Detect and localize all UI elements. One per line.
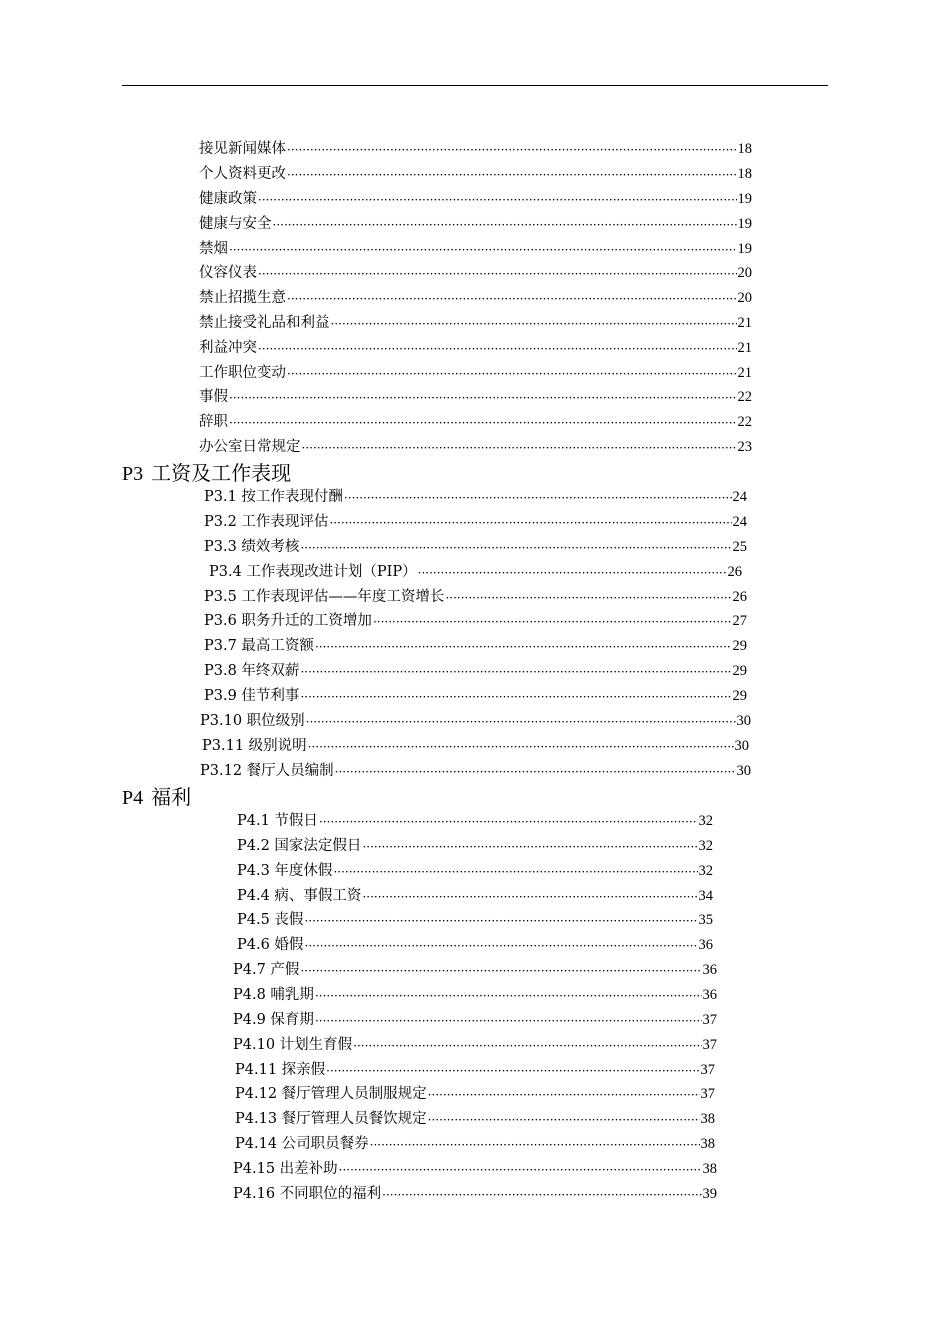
toc-entry-label: P4.11 探亲假 xyxy=(235,1062,326,1078)
toc-entry-label: 个人资料更改 xyxy=(199,166,286,182)
dot-leader xyxy=(319,812,698,832)
toc-entry[interactable] xyxy=(199,312,752,334)
toc-entry[interactable] xyxy=(199,163,752,185)
toc-entry-page: 26 xyxy=(732,589,747,605)
toc-entry-page: 29 xyxy=(732,663,747,679)
toc-entry[interactable] xyxy=(235,1059,715,1081)
dot-leader xyxy=(315,986,702,1006)
toc-entry-label: P4.15 出差补助 xyxy=(233,1161,338,1177)
toc-entry-page: 37 xyxy=(700,1062,715,1078)
toc-entry-page: 38 xyxy=(700,1111,715,1127)
section-heading-p3[interactable] xyxy=(122,460,291,487)
toc-entry-label: P3.7 最高工资额 xyxy=(204,638,314,654)
dot-leader xyxy=(362,887,697,907)
toc-entry-label: P3.12 餐厅人员编制 xyxy=(200,763,334,779)
toc-entry-page: 32 xyxy=(698,838,713,854)
toc-entry-label: 辞职 xyxy=(199,414,228,430)
toc-entry-page: 30 xyxy=(736,763,751,779)
toc-entry[interactable] xyxy=(237,885,713,907)
toc-entry-label: P4.14 公司职员餐券 xyxy=(235,1136,369,1152)
toc-entry[interactable] xyxy=(199,138,752,160)
toc-entry[interactable] xyxy=(204,610,747,632)
toc-entry-page: 37 xyxy=(700,1086,715,1102)
toc-entry-label: 健康与安全 xyxy=(199,216,272,232)
section-title: 福利 xyxy=(151,785,192,809)
dot-leader xyxy=(315,637,732,657)
toc-entry-page: 37 xyxy=(702,1037,717,1053)
section-title: 工资及工作表现 xyxy=(151,461,292,485)
toc-entry-page: 35 xyxy=(698,912,713,928)
toc-entry-page: 20 xyxy=(737,265,752,281)
dot-leader xyxy=(428,1085,700,1105)
dot-leader xyxy=(370,1135,700,1155)
toc-entry[interactable] xyxy=(204,685,747,707)
toc-entry-label: P4.5 丧假 xyxy=(237,912,304,928)
toc-entry-label: 工作职位变动 xyxy=(199,365,286,381)
toc-entry-label: 禁止招揽生意 xyxy=(199,290,286,306)
toc-entry-page: 39 xyxy=(702,1186,717,1202)
dot-leader xyxy=(273,215,737,235)
toc-entry-page: 32 xyxy=(698,863,713,879)
toc-entry-page: 24 xyxy=(732,489,747,505)
dot-leader xyxy=(229,413,737,433)
dot-leader xyxy=(353,1036,701,1056)
toc-entry[interactable] xyxy=(237,810,713,832)
toc-entry-page: 25 xyxy=(732,539,747,555)
toc-entry-label: P4.12 餐厅管理人员制服规定 xyxy=(235,1086,427,1102)
toc-entry-label: P4.9 保育期 xyxy=(233,1012,314,1028)
toc-entry[interactable] xyxy=(199,287,752,309)
toc-entry-page: 24 xyxy=(732,514,747,530)
dot-leader xyxy=(445,588,731,608)
dot-leader xyxy=(326,1061,699,1081)
toc-entry-label: 健康政策 xyxy=(199,191,257,207)
toc-entry[interactable] xyxy=(200,710,751,732)
toc-entry-label: 接见新闻媒体 xyxy=(199,141,286,157)
toc-entry-label: 禁止接受礼品和利益 xyxy=(199,315,330,331)
toc-entry-page: 18 xyxy=(737,166,752,182)
toc-entry[interactable] xyxy=(204,536,747,558)
toc-entry[interactable] xyxy=(199,188,752,210)
dot-leader xyxy=(339,1160,702,1180)
toc-entry-label: 利益冲突 xyxy=(199,340,257,356)
dot-leader xyxy=(315,1011,702,1031)
dot-leader xyxy=(331,314,737,334)
section-number: P4 xyxy=(122,787,144,809)
toc-entry-page: 38 xyxy=(700,1136,715,1152)
toc-entry-page: 19 xyxy=(737,241,752,257)
dot-leader xyxy=(300,662,731,682)
dot-leader xyxy=(428,1110,700,1130)
dot-leader xyxy=(335,762,736,782)
toc-entry[interactable] xyxy=(237,835,713,857)
section-heading-p4[interactable] xyxy=(122,784,191,811)
toc-entry-page: 27 xyxy=(732,613,747,629)
toc-entry-page: 36 xyxy=(698,937,713,953)
toc-entry-page: 36 xyxy=(702,962,717,978)
toc-entry[interactable] xyxy=(237,909,713,931)
dot-leader xyxy=(306,712,736,732)
toc-entry[interactable] xyxy=(199,411,752,433)
toc-entry[interactable] xyxy=(204,511,747,533)
toc-entry-page: 34 xyxy=(698,888,713,904)
toc-entry[interactable] xyxy=(200,760,751,782)
dot-leader xyxy=(333,862,697,882)
dot-leader xyxy=(300,961,701,981)
dot-leader xyxy=(258,339,737,359)
toc-entry-page: 21 xyxy=(737,365,752,381)
toc-entry-label: 仪容仪表 xyxy=(199,265,257,281)
toc-entry-page: 21 xyxy=(737,340,752,356)
toc-entry[interactable] xyxy=(199,213,752,235)
toc-entry-label: 事假 xyxy=(199,389,228,405)
toc-entry[interactable] xyxy=(204,635,747,657)
toc-entry-label: P3.3 绩效考核 xyxy=(204,539,300,555)
toc-entry-page: 19 xyxy=(737,191,752,207)
toc-entry-page: 32 xyxy=(698,813,713,829)
toc-entry-label: 禁烟 xyxy=(199,241,228,257)
toc-entry[interactable] xyxy=(204,586,747,608)
dot-leader xyxy=(344,488,732,508)
toc-entry[interactable] xyxy=(199,238,752,260)
toc-entry-label: 办公室日常规定 xyxy=(199,439,301,455)
dot-leader xyxy=(362,837,697,857)
toc-entry-page: 18 xyxy=(737,141,752,157)
dot-leader xyxy=(300,538,731,558)
toc-entry[interactable] xyxy=(199,436,752,458)
toc-entry-label: P3.4 工作表现改进计划（PIP） xyxy=(209,564,417,580)
toc-entry-page: 29 xyxy=(732,638,747,654)
toc-entry-label: P4.10 计划生育假 xyxy=(233,1037,353,1053)
toc-entry[interactable] xyxy=(199,362,752,384)
toc-entry[interactable] xyxy=(199,337,752,359)
toc-entry[interactable] xyxy=(204,660,747,682)
toc-entry[interactable] xyxy=(233,1009,717,1031)
toc-entry[interactable] xyxy=(202,735,749,757)
toc-entry-page: 23 xyxy=(737,439,752,455)
toc-entry[interactable] xyxy=(199,262,752,284)
toc-entry-label: P4.13 餐厅管理人员餐饮规定 xyxy=(235,1111,427,1127)
toc-entry[interactable] xyxy=(209,561,742,583)
dot-leader xyxy=(229,388,737,408)
toc-entry-label: P4.2 国家法定假日 xyxy=(237,838,362,854)
dot-leader xyxy=(229,240,737,260)
toc-entry[interactable] xyxy=(233,1183,717,1205)
dot-leader xyxy=(300,687,731,707)
toc-entry-label: P3.9 佳节利事 xyxy=(204,688,300,704)
toc-entry[interactable] xyxy=(233,984,717,1006)
toc-entry-page: 19 xyxy=(737,216,752,232)
toc-entry-label: P3.6 职务升迁的工资增加 xyxy=(204,613,372,629)
toc-entry-label: P4.4 病、事假工资 xyxy=(237,888,362,904)
toc-entry-page: 29 xyxy=(732,688,747,704)
toc-entry-page: 22 xyxy=(737,414,752,430)
toc-entry-label: P3.10 职位级别 xyxy=(200,713,305,729)
dot-leader xyxy=(304,911,697,931)
dot-leader xyxy=(287,289,737,309)
toc-entry[interactable] xyxy=(235,1133,715,1155)
toc-entry[interactable] xyxy=(233,959,717,981)
toc-entry-label: P4.16 不同职位的福利 xyxy=(233,1186,382,1202)
toc-entry-label: P4.6 婚假 xyxy=(237,937,304,953)
toc-entry-page: 30 xyxy=(736,713,751,729)
toc-entry[interactable] xyxy=(204,486,747,508)
toc-entry-page: 36 xyxy=(702,987,717,1003)
toc-entry[interactable] xyxy=(237,860,713,882)
header-rule xyxy=(122,85,828,86)
dot-leader xyxy=(287,364,737,384)
toc-entry[interactable] xyxy=(199,386,752,408)
dot-leader xyxy=(329,513,731,533)
dot-leader xyxy=(287,140,737,160)
toc-entry-label: P3.8 年终双薪 xyxy=(204,663,300,679)
dot-leader xyxy=(373,612,732,632)
toc-entry[interactable] xyxy=(237,934,713,956)
dot-leader xyxy=(258,264,737,284)
dot-leader xyxy=(302,438,737,458)
dot-leader xyxy=(382,1185,701,1205)
dot-leader xyxy=(287,165,737,185)
toc-entry-page: 37 xyxy=(702,1012,717,1028)
dot-leader xyxy=(304,936,697,956)
dot-leader xyxy=(258,190,737,210)
toc-entry-page: 22 xyxy=(737,389,752,405)
toc-entry-label: P3.5 工作表现评估——年度工资增长 xyxy=(204,589,445,605)
section-number: P3 xyxy=(122,463,144,485)
toc-entry-label: P3.2 工作表现评估 xyxy=(204,514,329,530)
dot-leader xyxy=(418,563,727,583)
toc-entry[interactable] xyxy=(233,1158,717,1180)
dot-leader xyxy=(308,737,734,757)
toc-entry-label: P3.1 按工作表现付酬 xyxy=(204,489,343,505)
toc-entry-label: P3.11 级别说明 xyxy=(202,738,307,754)
toc-entry[interactable] xyxy=(235,1083,715,1105)
toc-entry-page: 20 xyxy=(737,290,752,306)
toc-entry-label: P4.8 哺乳期 xyxy=(233,987,314,1003)
toc-entry-page: 38 xyxy=(702,1161,717,1177)
toc-entry-label: P4.7 产假 xyxy=(233,962,300,978)
toc-entry-page: 30 xyxy=(734,738,749,754)
toc-entry-label: P4.3 年度休假 xyxy=(237,863,333,879)
toc-entry-page: 26 xyxy=(727,564,742,580)
toc-entry[interactable] xyxy=(235,1108,715,1130)
toc-entry-page: 21 xyxy=(737,315,752,331)
toc-entry[interactable] xyxy=(233,1034,717,1056)
toc-entry-label: P4.1 节假日 xyxy=(237,813,318,829)
